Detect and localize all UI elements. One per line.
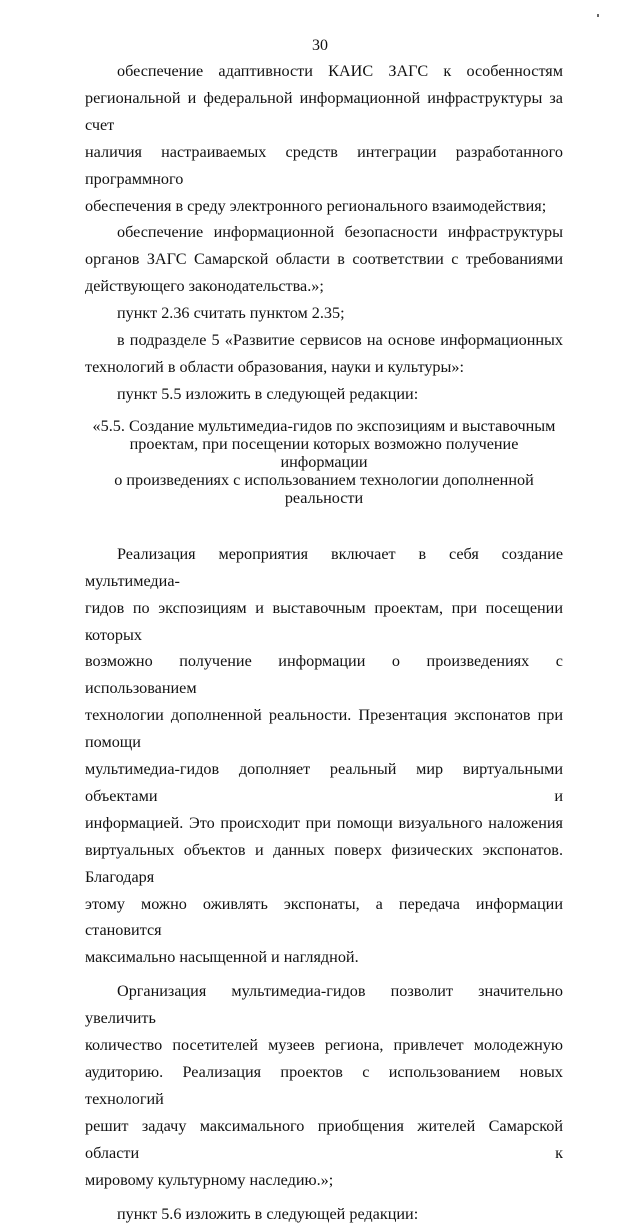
paragraph-kais-adaptivity	[85, 58, 563, 219]
text-line: мультимедиа-гидов дополняет реальный мир виртуальными объектами и	[85, 760, 563, 805]
scan-mark	[597, 14, 599, 17]
text-line: информацией. Это происходит при помощи визуального наложения	[85, 813, 563, 832]
heading-line: проектам, при посещении которых возможно получение информации	[129, 434, 519, 471]
paragraph-point-236: пункт 2.36 считать пунктом 2.35;	[117, 304, 345, 323]
paragraph-implementation	[85, 541, 563, 972]
text-line: технологии дополненной реальности. Презентация экспонатов при помощи	[85, 706, 563, 752]
text-line: технологий в области образования, науки и культуры»:	[85, 357, 464, 376]
paragraph-point-56: пункт 5.6 изложить в следующей редакции:	[117, 1204, 419, 1223]
heading-line: о произведениях с использованием технологии дополненной реальности	[114, 470, 534, 507]
text-line: этому можно оживлять экспонаты, а передача информации становится	[85, 894, 563, 940]
page-number: 30	[312, 37, 328, 54]
text-line: в подразделе 5 «Развитие сервисов на основе информационных	[117, 331, 563, 350]
text-line: региональной и федеральной информационной инфраструктуры за счет	[85, 88, 563, 134]
text-line: максимально насыщенной и наглядной.	[85, 948, 359, 967]
text-line: обеспечение информационной безопасности инфраструктуры	[117, 223, 563, 242]
text-line: возможно получение информации о произведениях с использованием	[85, 652, 563, 698]
paragraph-organization	[85, 978, 563, 1193]
text-line: мировому культурному наследию.»;	[85, 1170, 334, 1189]
text-line: аудиторию. Реализация проектов с использованием новых технологий	[85, 1063, 563, 1108]
text-line: действующего законодательства.»;	[85, 277, 324, 296]
text-line: Реализация мероприятия включает в себя создание мультимедиа-	[85, 544, 563, 590]
text-line: решит задачу максимального приобщения жителей Самарской области к	[85, 1116, 563, 1162]
text-line: наличия настраиваемых средств интеграции разработанного программного	[85, 142, 563, 188]
text-line: органов ЗАГС Самарской области в соответствии с требованиями	[85, 250, 563, 269]
document-body	[85, 58, 563, 1227]
text-line: гидов по экспозициям и выставочным проектам, при посещении которых	[85, 598, 563, 644]
paragraph-point-55: пункт 5.5 изложить в следующей редакции:	[117, 384, 419, 403]
text-line: количество посетителей музеев региона, привлечет молодежную	[85, 1036, 563, 1055]
text-line: обеспечение адаптивности КАИС ЗАГС к особенностям	[117, 62, 563, 80]
paragraph-security	[85, 219, 563, 300]
text-line: обеспечения в среду электронного регионального взаимодействия;	[85, 196, 547, 215]
text-line: Организация мультимедиа-гидов позволит значительно увеличить	[85, 982, 563, 1028]
section-heading	[85, 417, 563, 507]
heading-line: «5.5. Создание мультимедиа-гидов по экспозициям и выставочным	[92, 416, 556, 435]
text-line: виртуальных объектов и данных поверх физических экспонатов. Благодаря	[85, 840, 563, 886]
paragraph-subsection-5	[85, 327, 563, 381]
